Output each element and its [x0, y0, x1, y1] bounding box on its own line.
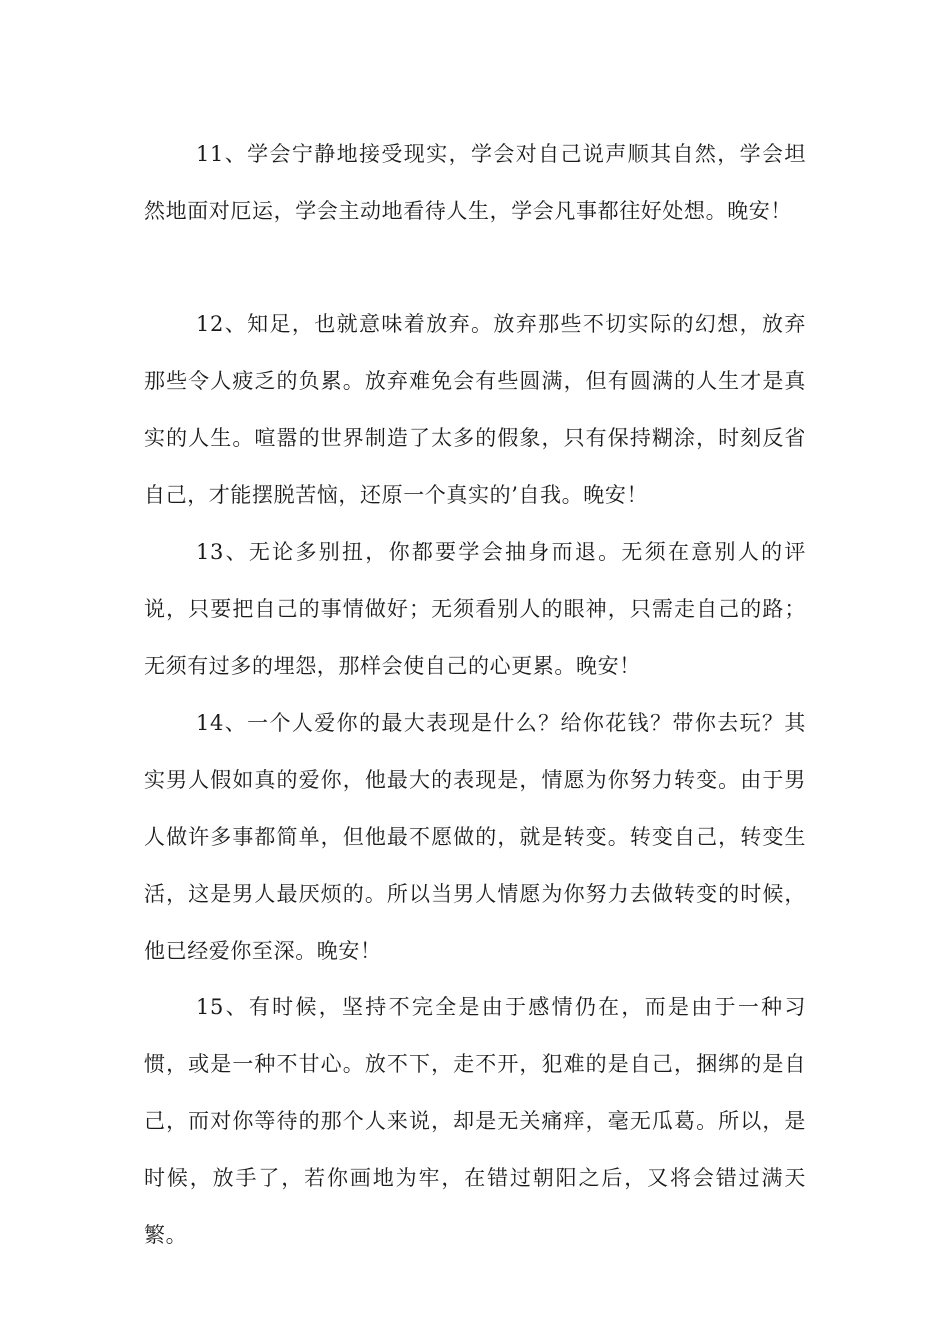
- paragraph-13: 13、无论多别扭，你都要学会抽身而退。无须在意别人的评说，只要把自己的事情做好；无须看别人的眼神，只需走自己的路；无须有过多的埋怨，那样会使自己的心更累。晚安！: [144, 540, 806, 678]
- paragraph-14: 14、一个人爱你的最大表现是什么？给你花钱？带你去玩？其实男人假如真的爱你，他最大的表现是，情愿为你努力转变。由于男人做许多事都简单，但他最不愿做的，就是转变。转变自己，转变生活，这是男人最厌烦的。所以当男人情愿为你努力去做转变的时候，他已经爱你至深。晚安！: [144, 711, 806, 963]
- paragraph-11: 11、学会宁静地接受现实，学会对自己说声顺其自然，学会坦然地面对厄运，学会主动地看待人生，学会凡事都往好处想。晚安！: [144, 142, 806, 223]
- paragraph-12: 12、知足，也就意味着放弃。放弃那些不切实际的幻想，放弃那些令人疲乏的负累。放弃难免会有些圆满，但有圆满的人生才是真实的人生。喧嚣的世界制造了太多的假象，只有保持糊涂，时刻反省自己，才能摆脱苦恼，还原一个真实的’自我。晚安！: [144, 312, 806, 507]
- paragraph-15: 15、有时候，坚持不完全是由于感情仍在，而是由于一种习惯，或是一种不甘心。放不下，走不开，犯难的是自己，捆绑的是自己，而对你等待的那个人来说，却是无关痛痒，毫无瓜葛。所以，是时候，放手了，若你画地为牢，在错过朝阳之后，又将会错过满天繁。: [144, 995, 806, 1247]
